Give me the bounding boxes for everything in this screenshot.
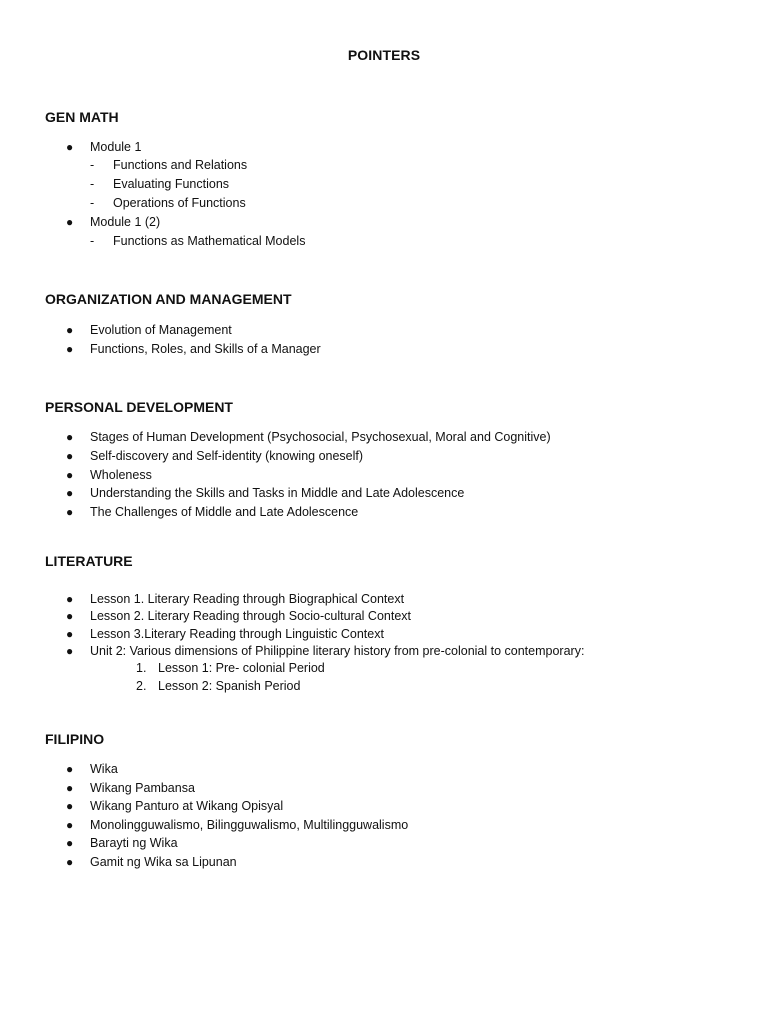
bullet-icon: ● [66,140,74,154]
section-heading-org-mgmt: ORGANIZATION AND MANAGEMENT [45,291,292,307]
dash-icon: - [90,177,95,191]
section-heading-filipino: FILIPINO [45,731,105,747]
bullet-icon: ● [66,449,74,463]
list-item: Evaluating Functions [113,177,230,191]
bullet-icon: ● [66,468,74,482]
list-item: Lesson 3.Literary Reading through Linguistic Context [90,627,384,641]
list-item: Lesson 2: Spanish Period [158,679,301,693]
bullet-icon: ● [66,342,74,356]
list-number: 2. [136,679,147,693]
page-title: POINTERS [347,47,421,63]
bullet-icon: ● [66,644,74,658]
bullet-icon: ● [66,855,74,869]
bullet-icon: ● [66,609,74,623]
section-heading-personal-dev: PERSONAL DEVELOPMENT [45,399,233,415]
section-heading-literature: LITERATURE [45,553,133,569]
bullet-icon: ● [66,818,74,832]
list-item: Evolution of Management [90,323,232,337]
list-item: Module 1 [90,140,142,154]
list-item: Functions as Mathematical Models [113,234,306,248]
bullet-icon: ● [66,627,74,641]
list-item: Lesson 1. Literary Reading through Biographical Context [90,592,405,606]
list-item: Understanding the Skills and Tasks in Middle and Late Adolescence [90,486,465,500]
list-item: Wika [90,762,118,776]
list-item: Unit 2: Various dimensions of Philippine literary history from pre-colonial to contemporary: [90,644,585,658]
bullet-icon: ● [66,799,74,813]
list-item: Self-discovery and Self-identity (knowing oneself) [90,449,364,463]
list-item: Lesson 1: Pre- colonial Period [158,661,325,675]
dash-icon: - [90,158,95,172]
list-item: Wholeness [90,468,152,482]
bullet-icon: ● [66,323,74,337]
bullet-icon: ● [66,430,74,444]
list-item: Barayti ng Wika [90,836,178,850]
list-item: Lesson 2. Literary Reading through Socio-cultural Context [90,609,412,623]
list-item: Monolingguwalismo, Bilingguwalismo, Multilingguwalismo [90,818,409,832]
bullet-icon: ● [66,486,74,500]
bullet-icon: ● [66,592,74,606]
bullet-icon: ● [66,505,74,519]
bullet-icon: ● [66,762,74,776]
list-item: Stages of Human Development (Psychosocial, Psychosexual, Moral and Cognitive) [90,430,551,444]
list-item: Wikang Pambansa [90,781,195,795]
bullet-icon: ● [66,836,74,850]
section-heading-gen-math: GEN MATH [45,109,119,125]
list-item: Wikang Panturo at Wikang Opisyal [90,799,284,813]
bullet-icon: ● [66,781,74,795]
list-item: Gamit ng Wika sa Lipunan [90,855,237,869]
list-item: Functions, Roles, and Skills of a Manager [90,342,321,356]
dash-icon: - [90,234,95,248]
list-item: Operations of Functions [113,196,246,210]
dash-icon: - [90,196,95,210]
list-item: Functions and Relations [113,158,248,172]
list-item: The Challenges of Middle and Late Adolescence [90,505,359,519]
list-number: 1. [136,661,147,675]
list-item: Module 1 (2) [90,215,161,229]
bullet-icon: ● [66,215,74,229]
